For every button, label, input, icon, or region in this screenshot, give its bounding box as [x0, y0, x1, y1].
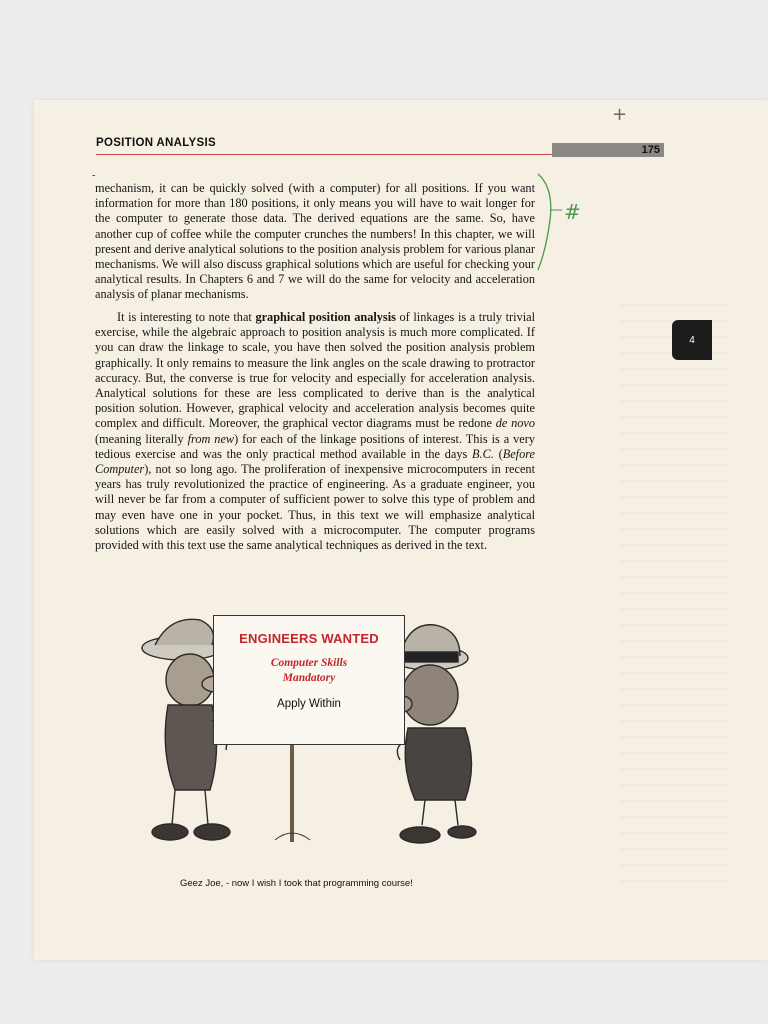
section-title: POSITION ANALYSIS — [96, 137, 216, 149]
sign-requirement — [214, 656, 404, 686]
bleed-through-margin-notes — [620, 290, 730, 890]
text-run: (meaning literally — [95, 431, 188, 446]
text-run: ( — [493, 446, 503, 461]
paragraph-2 — [95, 310, 535, 553]
text-run: of linkages is a truly trivial exercise, while the algebraic approach to position analysis is much more complicated. If you can draw the linkage to scale, you have then solved the position analysis problem graphically. It only remains to measure the link angles on the scale drawing to protractor accuracy. But, the converse is true for velocity and especially for acceleration analysis. Analytical solutions for these are less complicated to derive than is the analytical position solution. However, graphical velocity and acceleration analysis becomes quite complex and difficult. Moreover, the graphical vector diagrams must be redone — [95, 310, 536, 431]
margin-hash-mark: # — [564, 200, 581, 224]
sign-post — [290, 742, 294, 842]
margin-bracket-annotation — [536, 170, 586, 280]
text-run: de novo — [495, 416, 535, 431]
sign-apply-within: Apply Within — [277, 698, 341, 710]
chapter-tab: 4 — [672, 320, 712, 360]
text-run: mechanism, it can be quickly solved (with a computer) for all positions. If you want information for more than 180 positions, it only means you will have to wait longer for the computer to generate those data. The derived equations are the same. So, have another cup of coffee while the computer crunches the numbers! In this chapter, we will present and derive analytical solutions to the position analysis problem for various planar mechanisms. We will also discuss graphical solutions which are useful for checking your analytical results. In Chapters 6 and 7 we will do the same for velocity and acceleration analysis of planar mechanisms. — [95, 181, 535, 302]
text-run: B.C. — [471, 446, 494, 461]
header-rule — [96, 154, 554, 155]
sign-requirement-line-1: Computer Skills — [270, 657, 348, 669]
figure-caption: Geez Joe, - now I wish I took that programming course! — [180, 878, 413, 889]
pencil-mark: + — [612, 104, 628, 125]
text-run: ), not so long ago. The proliferation of inexpensive microcomputers in recent years has truly revolutionized the practice of engineering. As a graduate engineer, you will never be far from a computer of sufficient power to solve this type of problem and may even have one in your pocket. Thus, in this text we will emphasize analytical solutions which are easily solved with a microcomputer. The computer programs provided with this text use the same analytical techniques as derived in the text. — [95, 462, 535, 553]
text-run: It is interesting to note that — [117, 310, 256, 324]
sign-title: ENGINEERS WANTED — [239, 631, 379, 646]
help-wanted-sign — [213, 615, 405, 745]
text-run: from new — [187, 431, 235, 446]
text-run: ) for each of the linkage positions of interest. This is a very tedious exercise and was the only practical method available in the days — [95, 431, 535, 461]
stray-mark: - — [92, 170, 96, 181]
sign-requirement-line-2: Mandatory — [282, 672, 336, 684]
text-run: graphical position analysis — [255, 310, 396, 324]
text-run: Before Computer — [95, 446, 536, 477]
paragraph-1 — [95, 181, 535, 303]
page-number: 175 — [552, 143, 664, 157]
